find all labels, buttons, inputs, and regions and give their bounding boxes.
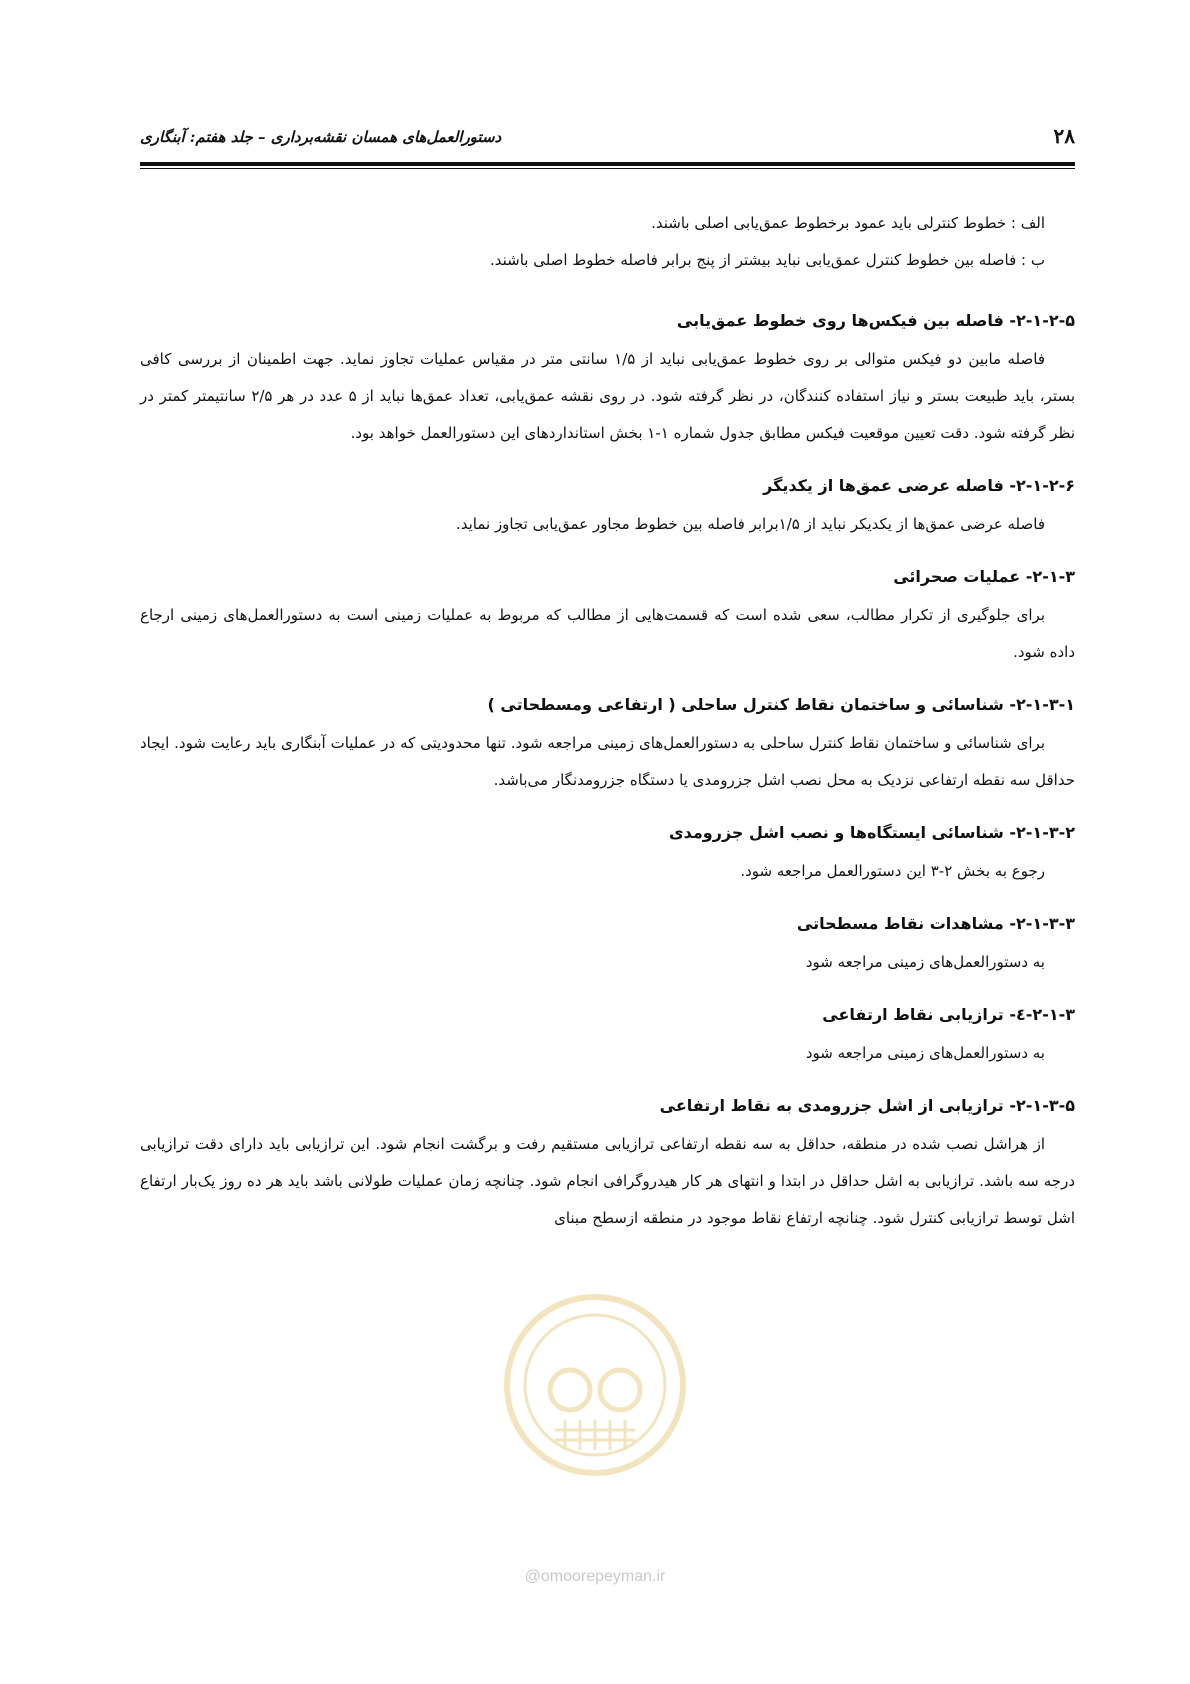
section-body-tide-gauge: رجوع به بخش ۲-۳ این دستورالعمل مراجعه شود.: [740, 862, 1045, 880]
section-heading-control-points: ۲-۱-۳-۱- شناسائی و ساختمان نقاط کنترل ساحلی ( ارتفاعی ومسطحاتی ): [487, 695, 1075, 714]
list-item-a: الف : خطوط کنترلی باید عمود برخطوط عمق‌یابی اصلی باشند.: [651, 214, 1045, 232]
page-content: [140, 205, 1075, 1237]
section-heading-field-operations: ۲-۱-۳- عملیات صحرائی: [893, 567, 1075, 586]
section-body-planimetric-observations: به دستورالعمل‌های زمینی مراجعه شود: [805, 953, 1045, 971]
watermark-seal: [500, 1290, 690, 1480]
header-rule-thin: [140, 168, 1075, 169]
section-heading-depth-spacing: ۲-۱-۲-۶- فاصله عرضی عمق‌ها از یکدیگر: [763, 476, 1075, 495]
page-number: ۲۸: [1053, 124, 1075, 148]
section-body-gauge-leveling: از هراشل نصب شده در منطقه، حداقل به سه نقطه ارتفاعی ترازیابی مستقیم رفت و برگشت انجام شود. این ترازیابی باید دارای دقت ترازیابی درجه سه باشد. ترازیابی به اشل حداقل در ابتدا و انتهای هر کار هیدروگرافی انجام شود. چنانچه زمان عملیات طولانی باشد باید هر ده روز یک‌بار ارتفاع اشل توسط ترازیابی کنترل شود. چنانچه ارتفاع نقاط موجود در منطقه ازسطح مبنای: [140, 1135, 1075, 1227]
watermark-url: @omoorepeyman.ir: [524, 1568, 666, 1585]
section-body-field-operations: برای جلوگیری از تکرار مطالب، سعی شده است که قسمت‌هایی از مطالب که مربوط به عملیات زمینی است به دستورالعمل‌های زمینی ارجاع داده شود.: [140, 606, 1075, 661]
section-body-control-points: برای شناسائی و ساختمان نقاط کنترل ساحلی به دستورالعمل‌های زمینی مراجعه شود. تنها محدودیتی که در عملیات آبنگاری باید رعایت شود. ایجاد حداقل سه نقطه ارتفاعی نزدیک به محل نصب اشل جزرومدی یا دستگاه جزرومدنگار می‌باشد.: [140, 734, 1075, 789]
section-heading-leveling: ۲-۱-۳-٤- ترازیابی نقاط ارتفاعی: [822, 1005, 1075, 1024]
section-body-fix-spacing: فاصله مابین دو فیکس متوالی بر روی خطوط عمق‌یابی نباید از ۱/۵ سانتی متر در مقیاس عملیات تجاوز نماید. جهت اطمینان از بررسی کافی بستر، باید طبیعت بستر و نیاز استفاده کنندگان، در نظر گرفته شود. در روی نقشه عمق‌یابی، تعداد عمق‌ها نباید از ۵ عدد در هر ۲/۵ سانتیمتر کمتر در نظر گرفته شود. دقت تعیین موقعیت فیکس مطابق جدول شماره ۱-۱ بخش استانداردهای این دستورالعمل خواهد بود.: [140, 350, 1076, 442]
section-heading-planimetric-observations: ۲-۱-۳-۳- مشاهدات نقاط مسطحاتی: [796, 914, 1075, 933]
running-title: دستورالعمل‌های همسان نقشه‌برداری – جلد هفتم: آبنگاری: [140, 128, 502, 146]
header-rule-thick: [140, 162, 1075, 166]
section-body-leveling: به دستورالعمل‌های زمینی مراجعه شود: [805, 1044, 1045, 1062]
section-body-depth-spacing: فاصله عرضی عمق‌ها از یکدیکر نباید از ۱/۵برابر فاصله بین خطوط مجاور عمق‌یابی تجاوز نماید.: [455, 515, 1045, 533]
section-heading-gauge-leveling: ۲-۱-۳-۵- ترازیابی از اشل جزرومدی به نقاط ارتفاعی: [659, 1096, 1075, 1115]
list-item-b: ب : فاصله بین خطوط کنترل عمق‌یابی نباید بیشتر از پنج برابر فاصله خطوط اصلی باشند.: [489, 251, 1045, 269]
section-heading-fix-spacing: ۲-۱-۲-۵- فاصله بین فیکس‌ها روی خطوط عمق‌یابی: [676, 311, 1075, 330]
page-header: [140, 120, 1075, 158]
section-heading-tide-gauge: ۲-۱-۳-۲- شناسائی ایستگاه‌ها و نصب اشل جزرومدی: [668, 823, 1075, 842]
